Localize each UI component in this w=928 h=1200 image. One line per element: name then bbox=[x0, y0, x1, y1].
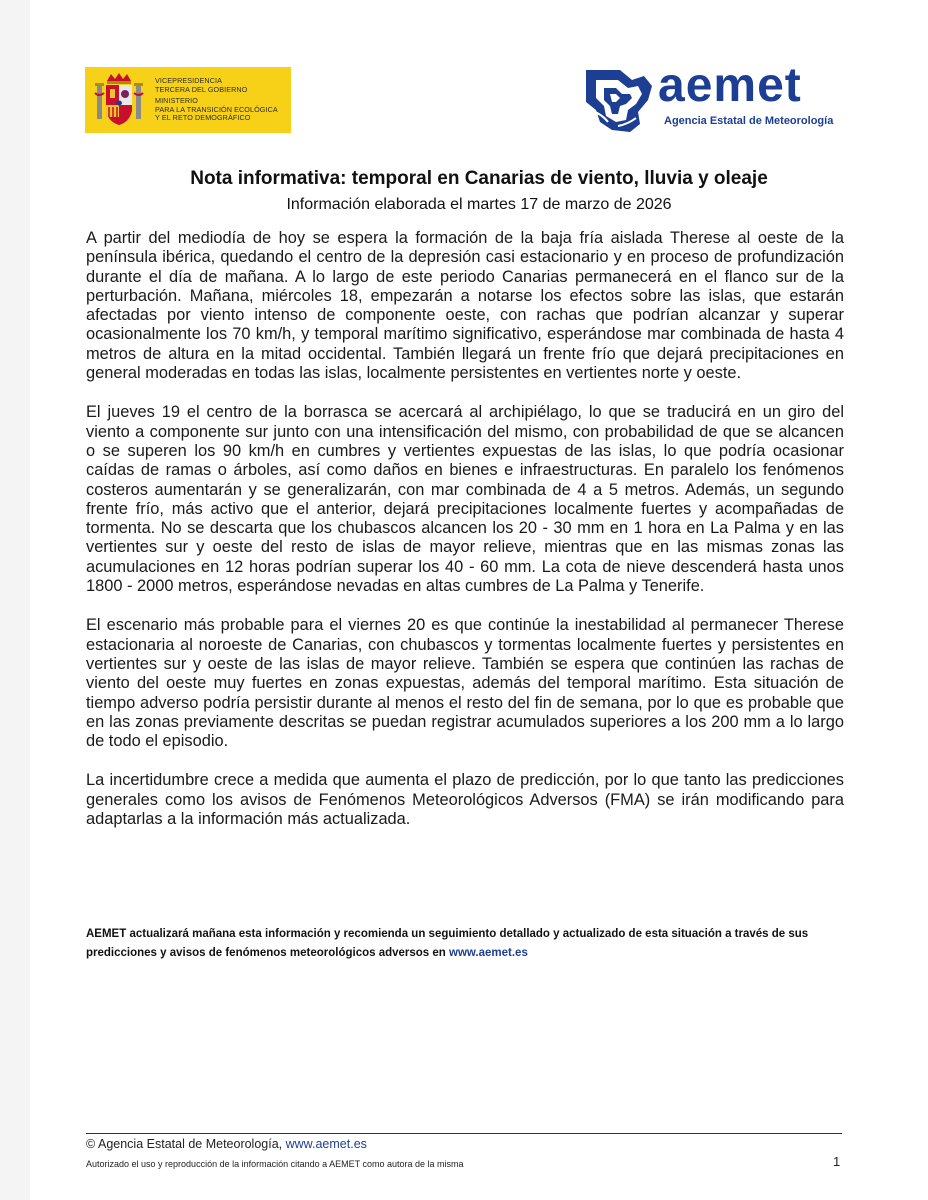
aemet-subtitle: Agencia Estatal de Meteorología bbox=[664, 115, 834, 127]
ministry-line: TERCERA DEL GOBIERNO bbox=[155, 84, 248, 94]
aemet-wordmark: aemet bbox=[658, 59, 802, 112]
ministry-line: PARA LA TRANSICIÓN ECOLÓGICA bbox=[155, 104, 278, 114]
footer-copyright bbox=[86, 1137, 367, 1151]
ministry-line: Y EL RETO DEMOGRÁFICO bbox=[155, 113, 251, 123]
footer-divider bbox=[86, 1133, 842, 1134]
ministry-logo bbox=[85, 67, 291, 133]
coat-of-arms-icon bbox=[93, 71, 145, 129]
document-body bbox=[86, 229, 844, 849]
document-page bbox=[30, 0, 928, 1200]
ministry-line: VICEPRESIDENCIA bbox=[155, 76, 223, 86]
update-notice bbox=[86, 925, 846, 963]
body-paragraph: La incertidumbre crece a medida que aumenta el plazo de predicción, por lo que tanto las predicciones generales como los avisos de Fenómenos Meteorológicos Adversos (FMA) se irán modificando para adaptarlas a la información más actualizada. bbox=[86, 771, 844, 829]
body-paragraph: El jueves 19 el centro de la borrasca se acercará al archipiélago, lo que se traducirá en un giro del viento a componente sur junto con una intensificación del mismo, con probabilidad de que se alcancen o se superen los 90 km/h en cumbres y vertientes expuestas de las islas, lo que podría ocasionar caídas de ramas o árboles, así como daños en bienes e infraestructuras. En paralelo los fenómenos costeros aumentarán y se generalizarán, con mar combinada de 4 a 5 metros. Además, un segundo frente frío, más activo que el anterior, dejará precipitaciones localmente fuertes y acompañadas de tormenta. No se descarta que los chubascos alcancen los 20 - 30 mm en 1 hora en La Palma y en las vertientes sur y oeste del resto de islas de mayor relieve, mientras que en las mismas zonas las acumulaciones en 12 horas podrían superar los 40 - 60 mm. La cota de nieve descenderá hasta unos 1800 - 2000 metros, esperándose nevadas en altas cumbres de La Palma y Tenerife. bbox=[86, 403, 844, 596]
document-title: Nota informativa: temporal en Canarias de viento, lluvia y oleaje bbox=[190, 168, 768, 189]
page-number: 1 bbox=[833, 1154, 841, 1169]
document-subtitle: Información elaborada el martes 17 de marzo de 2026 bbox=[286, 196, 672, 213]
aemet-emblem-icon bbox=[582, 66, 654, 136]
aemet-logo bbox=[582, 59, 844, 136]
footer-link[interactable]: www.aemet.es bbox=[285, 1137, 367, 1151]
body-paragraph: A partir del mediodía de hoy se espera la formación de la baja fría aislada Therese al oeste de la península ibérica, quedando el centro de la depresión casi estacionario y en proceso de profundización durante el día de mañana. A lo largo de este periodo Canarias permanecerá en el flanco sur de la perturbación. Mañana, miércoles 18, empezarán a notarse los efectos sobre las islas, que estarán afectadas por viento intenso de componente oeste, con rachas que podrían alcanzar y superar ocasionalmente los 70 km/h, y temporal marítimo significativo, esperándose mar combinada de hasta 4 metros de altura en la mitad occidental. También llegará un frente frío que dejará precipitaciones en general moderadas en todas las islas, localmente persistentes en vertientes norte y oeste. bbox=[86, 229, 844, 383]
footer-authorization: Autorizado el uso y reproducción de la información citando a AEMET como autora de la misma bbox=[86, 1159, 464, 1169]
ministry-line: MINISTERIO bbox=[155, 96, 198, 106]
copyright-text: © Agencia Estatal de Meteorología, bbox=[86, 1137, 286, 1151]
notice-link[interactable]: www.aemet.es bbox=[449, 947, 528, 959]
ministry-text bbox=[155, 77, 278, 123]
body-paragraph: El escenario más probable para el viernes 20 es que continúe la inestabilidad al permanecer Therese estacionaria al noroeste de Canarias, con chubascos y tormentas localmente fuertes y persistentes en vertientes sur y oeste de las islas de mayor relieve. También se espera que continúen las rachas de viento del oeste muy fuertes en zonas expuestas, además del temporal marítimo. Esta situación de tiempo adverso podría persistir durante al menos el resto del fin de semana, por lo que es probable que en las zonas previamente descritas se puedan registrar acumulados superiores a los 200 mm a lo largo de todo el episodio. bbox=[86, 616, 844, 751]
notice-text: AEMET actualizará mañana esta información y recomienda un seguimiento detallado y actualizado de esta situación a través de sus predicciones y avisos de fenómenos meteorológicos adversos en bbox=[86, 928, 809, 959]
